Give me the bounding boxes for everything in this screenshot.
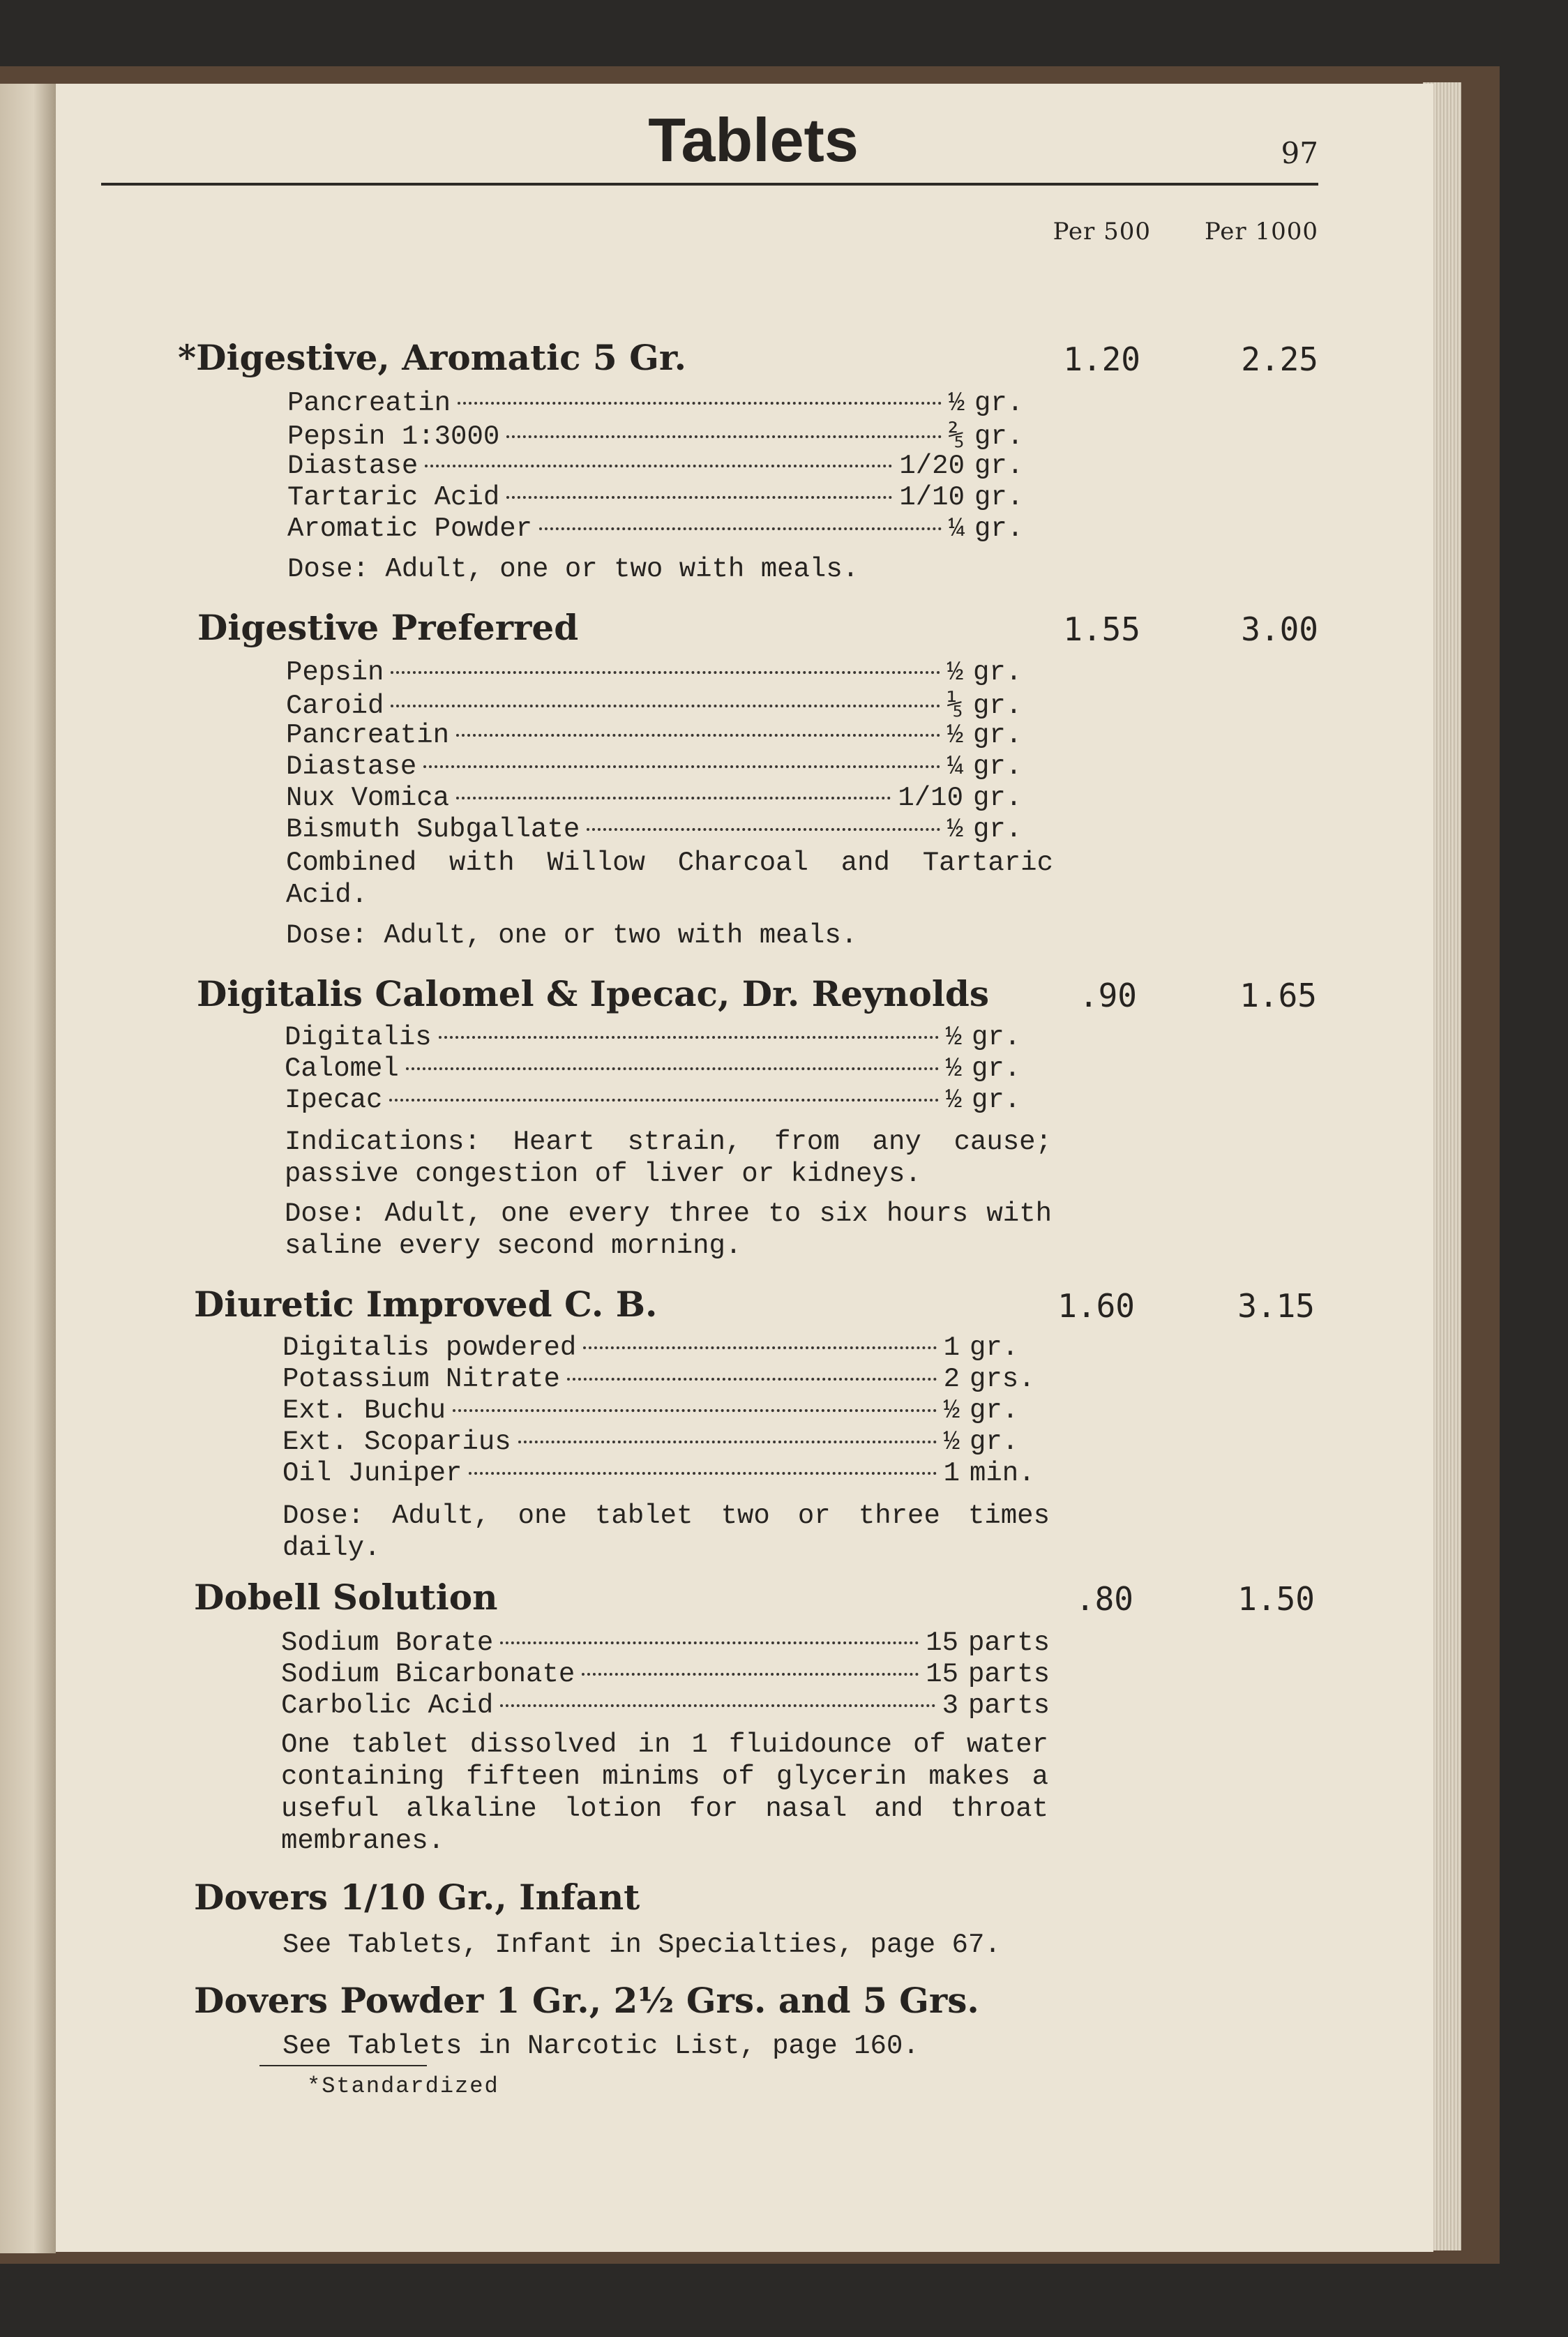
leader-dots — [391, 705, 940, 707]
ingredient-row — [282, 1395, 1050, 1426]
leader-dots — [500, 1704, 935, 1707]
leader-dots — [587, 828, 940, 831]
combined-note: Combined with Willow Charcoal and Tartaric Acid. — [286, 848, 1053, 910]
price-per-1000: 1.50 — [1237, 1580, 1315, 1618]
ingredient-unit: gr. — [974, 482, 1024, 513]
ingredient-unit: gr. — [970, 1427, 1019, 1457]
ingredient-row — [281, 1628, 1048, 1658]
facing-page-edge — [0, 84, 56, 2253]
ingredient-unit: gr. — [973, 751, 1023, 782]
ingredient-name: Caroid — [286, 691, 384, 721]
ingredient-unit: gr. — [973, 783, 1023, 813]
ingredient-amount: ¼ — [948, 513, 965, 544]
ingredient-amount: 1 — [943, 1458, 960, 1489]
leader-dots — [458, 402, 942, 405]
ingredient-name: Pancreatin — [287, 388, 451, 419]
reference-note: See Tablets, Infant in Specialties, page 67. — [282, 1930, 1001, 1960]
ingredient-row — [281, 1690, 1048, 1721]
ingredient-row — [287, 482, 1055, 513]
ingredient-name: Digitalis powdered — [282, 1332, 577, 1363]
leader-dots — [518, 1441, 937, 1443]
price-per-1000: 3.15 — [1237, 1287, 1315, 1325]
dose-note: Dose: Adult, one or two with meals. — [287, 554, 859, 585]
ingredient-unit: gr. — [973, 657, 1023, 688]
ingredient-unit: gr. — [973, 814, 1023, 845]
price-per-500: .80 — [1075, 1580, 1133, 1618]
ingredient-row — [286, 689, 1053, 719]
dose-note: Dose: Adult, one tablet two or three times daily. — [282, 1501, 1050, 1563]
price-per-500: 1.60 — [1057, 1287, 1135, 1325]
ingredient-unit: parts — [968, 1690, 1050, 1721]
ingredient-name: Diastase — [286, 751, 417, 782]
leader-dots — [500, 1641, 919, 1644]
ingredient-name: Pepsin — [286, 657, 384, 688]
leader-dots — [423, 765, 940, 768]
ingredient-row — [285, 1022, 1052, 1053]
entry-heading: Digitalis Calomel & Ipecac, Dr. Reynolds — [197, 973, 989, 1014]
ingredient-name: Tartaric Acid — [287, 482, 500, 513]
leader-dots — [583, 1346, 936, 1349]
ingredient-name: Ext. Buchu — [282, 1395, 446, 1426]
indications-note: Indications: Heart strain, from any cause; passive congestion of liver or kidneys. — [285, 1127, 1052, 1189]
ingredient-row — [282, 1364, 1050, 1395]
leader-dots — [539, 527, 942, 530]
ingredient-amount: 3 — [942, 1690, 958, 1721]
leader-dots — [506, 496, 892, 499]
ingredient-name: Calomel — [285, 1053, 399, 1084]
ingredient-name: Pepsin 1:3000 — [287, 421, 500, 452]
ingredient-amount: ⅖ — [948, 421, 965, 452]
leader-dots — [582, 1673, 919, 1676]
leader-dots — [425, 465, 892, 467]
ingredient-amount: ½ — [945, 1022, 962, 1053]
ingredient-name: Aromatic Powder — [287, 513, 533, 544]
footnote: *Standardized — [307, 2073, 499, 2099]
ingredient-row — [286, 657, 1053, 688]
ingredient-name: Nux Vomica — [286, 783, 450, 813]
ingredient-amount: ½ — [948, 388, 965, 419]
price-per-1000: 1.65 — [1239, 977, 1317, 1014]
ingredient-unit: gr. — [972, 1085, 1021, 1115]
ingredient-amount: 15 — [926, 1628, 958, 1658]
leader-dots — [506, 435, 941, 438]
ingredient-unit: gr. — [974, 513, 1024, 544]
ingredient-unit: gr. — [974, 388, 1024, 419]
entry-heading: Dovers 1/10 Gr., Infant — [194, 1877, 640, 1918]
ingredient-amount: ½ — [947, 814, 963, 845]
dose-note: Dose: Adult, one every three to six hours with saline every second morning. — [285, 1198, 1052, 1261]
ingredient-name: Oil Juniper — [282, 1458, 462, 1489]
ingredient-name: Digitalis — [285, 1022, 432, 1053]
ingredient-amount: 1/20 — [899, 451, 965, 481]
leader-dots — [456, 734, 940, 737]
ingredient-unit: gr. — [973, 720, 1023, 751]
price-per-1000: 3.00 — [1241, 610, 1318, 648]
ingredient-name: Potassium Nitrate — [282, 1364, 560, 1395]
ingredient-name: Ipecac — [285, 1085, 383, 1115]
ingredient-unit: gr. — [973, 691, 1023, 721]
ingredient-name: Diastase — [287, 451, 419, 481]
description-note: One tablet dissolved in 1 fluidounce of water containing fifteen minims of glycerin makes a useful alkaline lotion for nasal and throat membranes. — [281, 1729, 1048, 1856]
ingredient-amount: 1/10 — [899, 482, 965, 513]
ingredient-row — [282, 1332, 1050, 1363]
dose-note: Dose: Adult, one or two with meals. — [286, 920, 858, 951]
ingredient-name: Sodium Borate — [281, 1628, 494, 1658]
price-per-1000: 2.25 — [1241, 340, 1318, 378]
entry-heading: *Digestive, Aromatic 5 Gr. — [178, 337, 686, 378]
ingredient-row — [287, 451, 1055, 481]
ingredient-amount: ½ — [945, 1085, 962, 1115]
ingredient-unit: gr. — [970, 1395, 1019, 1426]
leader-dots — [391, 671, 940, 674]
ingredient-amount: 2 — [943, 1364, 960, 1395]
ingredient-name: Sodium Bicarbonate — [281, 1659, 575, 1690]
leader-dots — [453, 1409, 937, 1412]
ingredient-unit: gr. — [972, 1022, 1021, 1053]
ingredient-row — [286, 751, 1053, 782]
ingredient-amount: ½ — [947, 657, 963, 688]
ingredient-unit: min. — [970, 1458, 1035, 1489]
column-header-per-500: Per 500 — [1053, 218, 1151, 246]
leader-dots — [456, 797, 891, 799]
ingredient-name: Bismuth Subgallate — [286, 814, 580, 845]
leader-dots — [567, 1378, 937, 1381]
price-per-500: .90 — [1078, 977, 1137, 1014]
ingredient-unit: parts — [968, 1628, 1050, 1658]
ingredient-row — [287, 419, 1055, 450]
leader-dots — [439, 1036, 939, 1039]
ingredient-amount: 1 — [943, 1332, 960, 1363]
entry-heading: Dovers Powder 1 Gr., 2½ Grs. and 5 Grs. — [194, 1980, 979, 2021]
ingredient-amount: ½ — [943, 1427, 960, 1457]
ingredient-unit: gr. — [974, 421, 1024, 452]
reference-note: See Tablets in Narcotic List, page 160. — [282, 2031, 919, 2061]
ingredient-unit: parts — [968, 1659, 1050, 1690]
footnote-rule — [259, 2065, 427, 2066]
ingredient-row — [286, 814, 1053, 845]
ingredient-row — [281, 1659, 1048, 1690]
ingredient-row — [282, 1458, 1050, 1489]
ingredient-amount: ½ — [947, 720, 963, 751]
ingredient-row — [287, 513, 1055, 544]
ingredient-row — [285, 1053, 1052, 1084]
leader-dots — [469, 1472, 936, 1475]
ingredient-unit: gr. — [972, 1053, 1021, 1084]
ingredient-unit: grs. — [970, 1364, 1035, 1395]
page-title: Tablets — [648, 105, 859, 174]
page-number: 97 — [1281, 136, 1318, 170]
header-rule — [101, 183, 1318, 186]
ingredient-amount: 1/10 — [898, 783, 963, 813]
leader-dots — [389, 1099, 938, 1102]
ingredient-unit: gr. — [970, 1332, 1019, 1363]
ingredient-name: Pancreatin — [286, 720, 450, 751]
price-per-500: 1.55 — [1063, 610, 1140, 648]
entry-heading: Diuretic Improved C. B. — [194, 1284, 658, 1325]
ingredient-row — [287, 388, 1055, 419]
ingredient-row — [282, 1427, 1050, 1457]
ingredient-amount: 15 — [926, 1659, 958, 1690]
ingredient-amount: ¼ — [947, 751, 963, 782]
ingredient-amount: ½ — [943, 1395, 960, 1426]
ingredient-row — [285, 1085, 1052, 1115]
ingredient-unit: gr. — [974, 451, 1024, 481]
ingredient-row — [286, 783, 1053, 813]
ingredient-row — [286, 720, 1053, 751]
ingredient-name: Carbolic Acid — [281, 1690, 494, 1721]
ingredient-amount: ½ — [945, 1053, 962, 1084]
column-header-per-1000: Per 1000 — [1204, 218, 1318, 246]
entry-heading: Digestive Preferred — [197, 607, 579, 648]
ingredient-name: Ext. Scoparius — [282, 1427, 511, 1457]
entry-heading: Dobell Solution — [194, 1577, 498, 1618]
price-per-500: 1.20 — [1063, 340, 1140, 378]
ingredient-amount: ⅕ — [947, 691, 963, 721]
leader-dots — [406, 1067, 939, 1070]
